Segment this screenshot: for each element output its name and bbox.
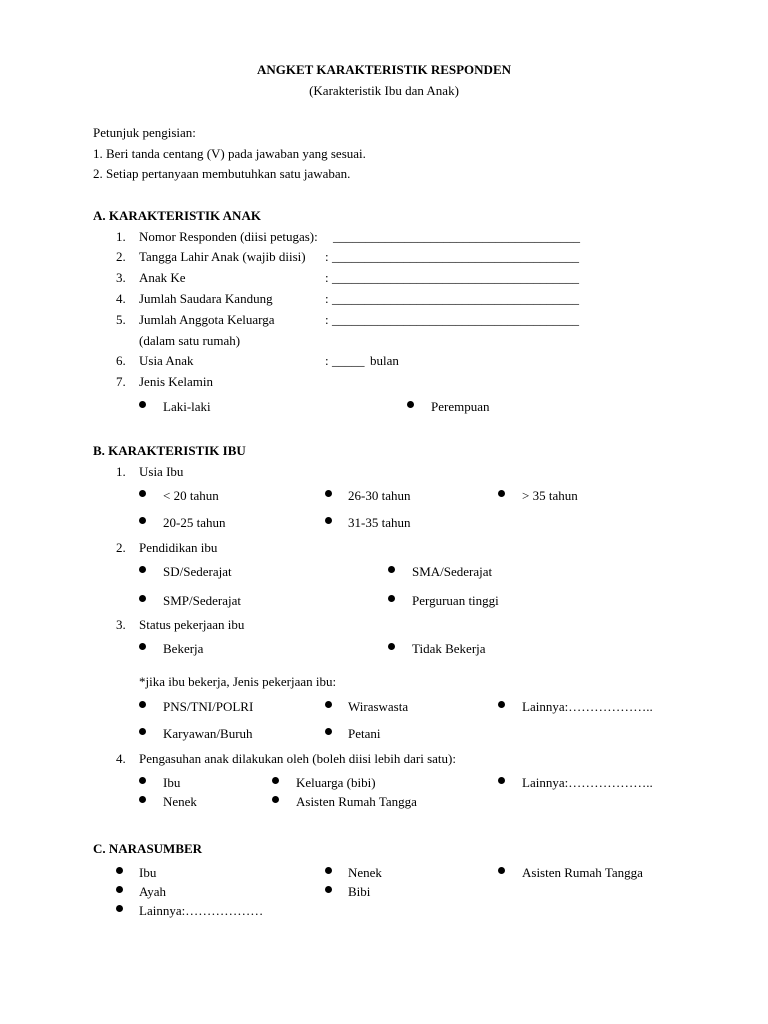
instruction-item-2: 2. Setiap pertanyaan membutuhkan satu jawaban. — [93, 166, 351, 181]
bullet-icon[interactable] — [388, 566, 395, 573]
bullet-icon[interactable] — [139, 490, 146, 497]
option-pns: PNS/TNI/POLRI — [163, 699, 254, 714]
a-q2-colon: : — [325, 249, 329, 264]
bullet-icon[interactable] — [139, 566, 146, 573]
bullet-icon[interactable] — [498, 490, 505, 497]
a-q4-number: 4. — [116, 291, 126, 306]
a-q6-label: Usia Anak — [139, 353, 194, 368]
bullet-icon[interactable] — [325, 701, 332, 708]
a-q1-number: 1. — [116, 229, 126, 244]
option-pengasuh-ibu: Ibu — [163, 775, 181, 790]
option-sma: SMA/Sederajat — [412, 564, 493, 579]
a-q6-blank[interactable]: _____ — [332, 353, 365, 368]
a-q7-number: 7. — [116, 374, 126, 389]
section-c-heading: C. NARASUMBER — [93, 841, 203, 856]
bullet-icon[interactable] — [498, 867, 505, 874]
b-q2-number: 2. — [116, 540, 126, 555]
a-q3-number: 3. — [116, 270, 126, 285]
bullet-icon[interactable] — [272, 777, 279, 784]
option-wiraswasta: Wiraswasta — [348, 699, 409, 714]
option-laki-laki: Laki-laki — [163, 399, 211, 414]
bullet-icon[interactable] — [498, 777, 505, 784]
option-pengasuh-lainnya: Lainnya:……………….. — [522, 775, 653, 790]
option-usia-26-30: 26-30 tahun — [348, 488, 411, 503]
option-pengasuh-nenek: Nenek — [163, 794, 197, 809]
option-karyawan: Karyawan/Buruh — [163, 726, 253, 741]
a-q4-colon: : — [325, 291, 329, 306]
a-q3-label: Anak Ke — [139, 270, 186, 285]
a-q5-blank[interactable]: ______________________________________ — [332, 312, 579, 327]
bullet-icon[interactable] — [388, 643, 395, 650]
option-narasumber-bibi: Bibi — [348, 884, 371, 899]
b-q2-label: Pendidikan ibu — [139, 540, 218, 555]
form-title: ANGKET KARAKTERISTIK RESPONDEN — [256, 62, 512, 77]
option-perguruan-tinggi: Perguruan tinggi — [412, 593, 499, 608]
option-usia-31-35: 31-35 tahun — [348, 515, 411, 530]
bullet-icon[interactable] — [139, 728, 146, 735]
b-q4-number: 4. — [116, 751, 126, 766]
a-q3-blank[interactable]: ______________________________________ — [332, 270, 579, 285]
option-pengasuh-art: Asisten Rumah Tangga — [296, 794, 417, 809]
option-narasumber-ibu: Ibu — [139, 865, 157, 880]
bullet-icon[interactable] — [388, 595, 395, 602]
a-q5-colon: : — [325, 312, 329, 327]
a-q1-label: Nomor Responden (diisi petugas): — [139, 229, 318, 244]
bullet-icon[interactable] — [325, 517, 332, 524]
section-b-heading: B. KARAKTERISTIK IBU — [93, 443, 246, 458]
option-tidak-bekerja: Tidak Bekerja — [412, 641, 486, 656]
option-smp: SMP/Sederajat — [163, 593, 241, 608]
a-q3-colon: : — [325, 270, 329, 285]
bullet-icon[interactable] — [325, 490, 332, 497]
option-usia-lt20: < 20 tahun — [163, 488, 219, 503]
bullet-icon[interactable] — [139, 517, 146, 524]
a-q6-number: 6. — [116, 353, 126, 368]
b-q3-number: 3. — [116, 617, 126, 632]
bullet-icon[interactable] — [325, 886, 332, 893]
option-bekerja: Bekerja — [163, 641, 204, 656]
option-sd: SD/Sederajat — [163, 564, 232, 579]
a-q7-label: Jenis Kelamin — [139, 374, 214, 389]
b-q1-label: Usia Ibu — [139, 464, 184, 479]
a-q5-sublabel: (dalam satu rumah) — [139, 333, 241, 348]
bullet-icon[interactable] — [139, 777, 146, 784]
option-narasumber-art: Asisten Rumah Tangga — [522, 865, 643, 880]
a-q2-number: 2. — [116, 249, 126, 264]
option-usia-gt35: > 35 tahun — [522, 488, 578, 503]
a-q4-blank[interactable]: ______________________________________ — [332, 291, 579, 306]
a-q6-unit: bulan — [370, 353, 399, 368]
a-q6-colon: : — [325, 353, 329, 368]
a-q2-label: Tangga Lahir Anak (wajib diisi) — [139, 249, 306, 264]
a-q2-blank[interactable]: ______________________________________ — [332, 249, 579, 264]
option-lainnya-pekerjaan: Lainnya:……………….. — [522, 699, 653, 714]
b-q1-number: 1. — [116, 464, 126, 479]
bullet-icon[interactable] — [139, 401, 146, 408]
a-q1-blank[interactable]: ______________________________________ — [333, 229, 580, 244]
option-narasumber-lainnya: Lainnya:……………… — [139, 903, 264, 918]
bullet-icon[interactable] — [139, 643, 146, 650]
option-perempuan: Perempuan — [431, 399, 490, 414]
bullet-icon[interactable] — [139, 701, 146, 708]
section-a-heading: A. KARAKTERISTIK ANAK — [93, 208, 261, 223]
bullet-icon[interactable] — [498, 701, 505, 708]
form-subtitle: (Karakteristik Ibu dan Anak) — [309, 83, 459, 98]
bullet-icon[interactable] — [116, 886, 123, 893]
bullet-icon[interactable] — [325, 728, 332, 735]
b-q3-note: *jika ibu bekerja, Jenis pekerjaan ibu: — [139, 674, 337, 689]
instruction-item-1: 1. Beri tanda centang (V) pada jawaban yang sesuai. — [93, 146, 366, 161]
option-narasumber-nenek: Nenek — [348, 865, 382, 880]
option-pengasuh-keluarga: Keluarga (bibi) — [296, 775, 376, 790]
bullet-icon[interactable] — [116, 905, 123, 912]
option-petani: Petani — [348, 726, 381, 741]
bullet-icon[interactable] — [139, 595, 146, 602]
instructions-heading: Petunjuk pengisian: — [93, 125, 196, 140]
bullet-icon[interactable] — [407, 401, 414, 408]
bullet-icon[interactable] — [272, 796, 279, 803]
a-q5-number: 5. — [116, 312, 126, 327]
b-q3-label: Status pekerjaan ibu — [139, 617, 245, 632]
bullet-icon[interactable] — [116, 867, 123, 874]
option-usia-20-25: 20-25 tahun — [163, 515, 226, 530]
bullet-icon[interactable] — [139, 796, 146, 803]
a-q4-label: Jumlah Saudara Kandung — [139, 291, 273, 306]
option-narasumber-ayah: Ayah — [139, 884, 166, 899]
b-q4-label: Pengasuhan anak dilakukan oleh (boleh diisi lebih dari satu): — [139, 751, 456, 766]
bullet-icon[interactable] — [325, 867, 332, 874]
a-q5-label: Jumlah Anggota Keluarga — [139, 312, 275, 327]
